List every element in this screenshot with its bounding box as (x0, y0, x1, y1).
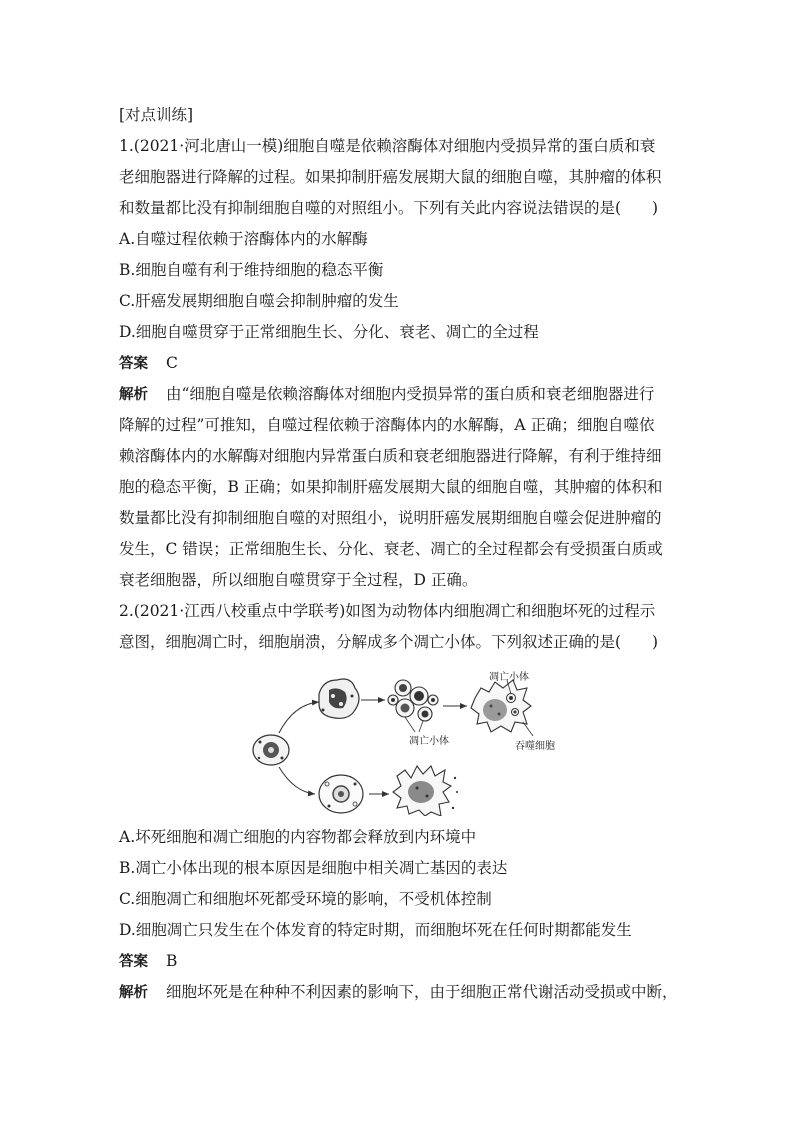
analysis-text: 由“细胞自噬是依赖溶酶体对细胞内受损异常的蛋白质和衰老细胞器进行 (166, 385, 655, 403)
document-page (119, 100, 679, 1008)
q1-stem-line-1: 1.(2021·河北唐山一模)细胞自噬是依赖溶酶体对细胞内受损异常的蛋白质和衰 (119, 137, 656, 155)
label-pointer-1 (405, 717, 415, 732)
q1-option-c: C.肝癌发展期细胞自噬会抑制肿瘤的发生 (119, 292, 399, 310)
answer-label: 答案 (119, 356, 148, 372)
ruptured-cell (393, 766, 458, 816)
label-apoptotic-body-top: 凋亡小体 (489, 672, 529, 683)
q2-option-c: C.细胞凋亡和细胞坏死都受环境的影响，不受机体控制 (119, 890, 492, 908)
arrow-to-apoptosis (279, 702, 319, 733)
q1-option-d: D.细胞自噬贯穿于正常细胞生长、分化、衰老、凋亡的全过程 (119, 323, 539, 341)
q1-analysis-line-7: 衰老细胞器，所以细胞自噬贯穿于全过程，D 正确。 (119, 571, 478, 589)
question-2 (119, 596, 679, 1008)
q1-answer (119, 348, 679, 379)
q1-analysis-line-5: 数量都比没有抑制细胞自噬的对照组小，说明肝癌发展期细胞自噬会促进肿瘤的 (119, 509, 662, 527)
q1-analysis-line-4: 胞的稳态平衡，B 正确；如果抑制肝癌发展期大鼠的细胞自噬，其肿瘤的体积和 (119, 478, 663, 496)
diagram-svg (119, 666, 679, 816)
swelling-cell (319, 775, 363, 813)
q2-stem-line-1: 2.(2021·江西八校重点中学联考)如图为动物体内细胞凋亡和细胞坏死的过程示 (119, 602, 656, 620)
q1-option-a: A.自噬过程依赖于溶酶体内的水解酶 (119, 230, 368, 248)
q1-option-b: B.细胞自噬有利于维持细胞的稳态平衡 (119, 261, 384, 279)
q2-answer (119, 946, 679, 977)
analysis-label: 解析 (119, 985, 148, 1001)
section-title: [对点训练] (119, 106, 194, 124)
label-pointer-2 (419, 721, 423, 732)
answer-label: 答案 (119, 954, 148, 970)
q1-analysis-line-6: 发生，C 错误；正常细胞生长、分化、衰老、凋亡的全过程都会有受损蛋白质或 (119, 540, 663, 558)
q1-analysis-line-3: 赖溶酶体内的水解酶对细胞内异常蛋白质和衰老细胞器进行降解，有利于维持细 (119, 447, 662, 465)
analysis-label: 解析 (119, 387, 148, 403)
q2-analysis-line-1 (119, 977, 679, 1008)
fragmenting-cell (388, 680, 438, 721)
arrow-to-necrosis (279, 767, 315, 794)
q2-option-b: B.凋亡小体出现的根本原因是细胞中相关凋亡基因的表达 (119, 859, 508, 877)
label-phagocyte: 吞噬细胞 (515, 741, 555, 752)
analysis-text: 细胞坏死是在种种不利因素的影响下，由于细胞正常代谢活动受损或中断， (166, 983, 678, 1001)
q2-option-d: D.细胞凋亡只发生在个体发育的特定时期，而细胞坏死在任何时期都能发生 (119, 921, 632, 939)
phagocyte-cell (471, 680, 531, 732)
label-apoptotic-body-bottom: 凋亡小体 (409, 736, 449, 747)
cell-death-diagram (119, 666, 679, 816)
q2-option-a: A.坏死细胞和凋亡细胞的内容物都会释放到内环境中 (119, 828, 477, 846)
q1-stem-line-2: 老细胞器进行降解的过程。如果抑制肝癌发展期大鼠的细胞自噬，其肿瘤的体积 (119, 168, 662, 186)
q1-analysis-line-2: 降解的过程”可推知，自噬过程依赖于溶酶体内的水解酶，A 正确；细胞自噬依 (119, 416, 655, 434)
label-pointer-4 (523, 722, 533, 736)
answer-value: B (166, 952, 178, 970)
q1-stem-line-3: 和数量都比没有抑制细胞自噬的对照组小。下列有关此内容说法错误的是( ) (119, 199, 659, 217)
q1-analysis-line-1 (119, 379, 679, 410)
q2-stem-line-2: 意图，细胞凋亡时，细胞崩溃，分解成多个凋亡小体。下列叙述正确的是( ) (119, 633, 659, 651)
question-1 (119, 131, 679, 596)
apoptotic-cell (319, 679, 359, 718)
answer-value: C (166, 354, 178, 372)
normal-cell (253, 735, 289, 765)
